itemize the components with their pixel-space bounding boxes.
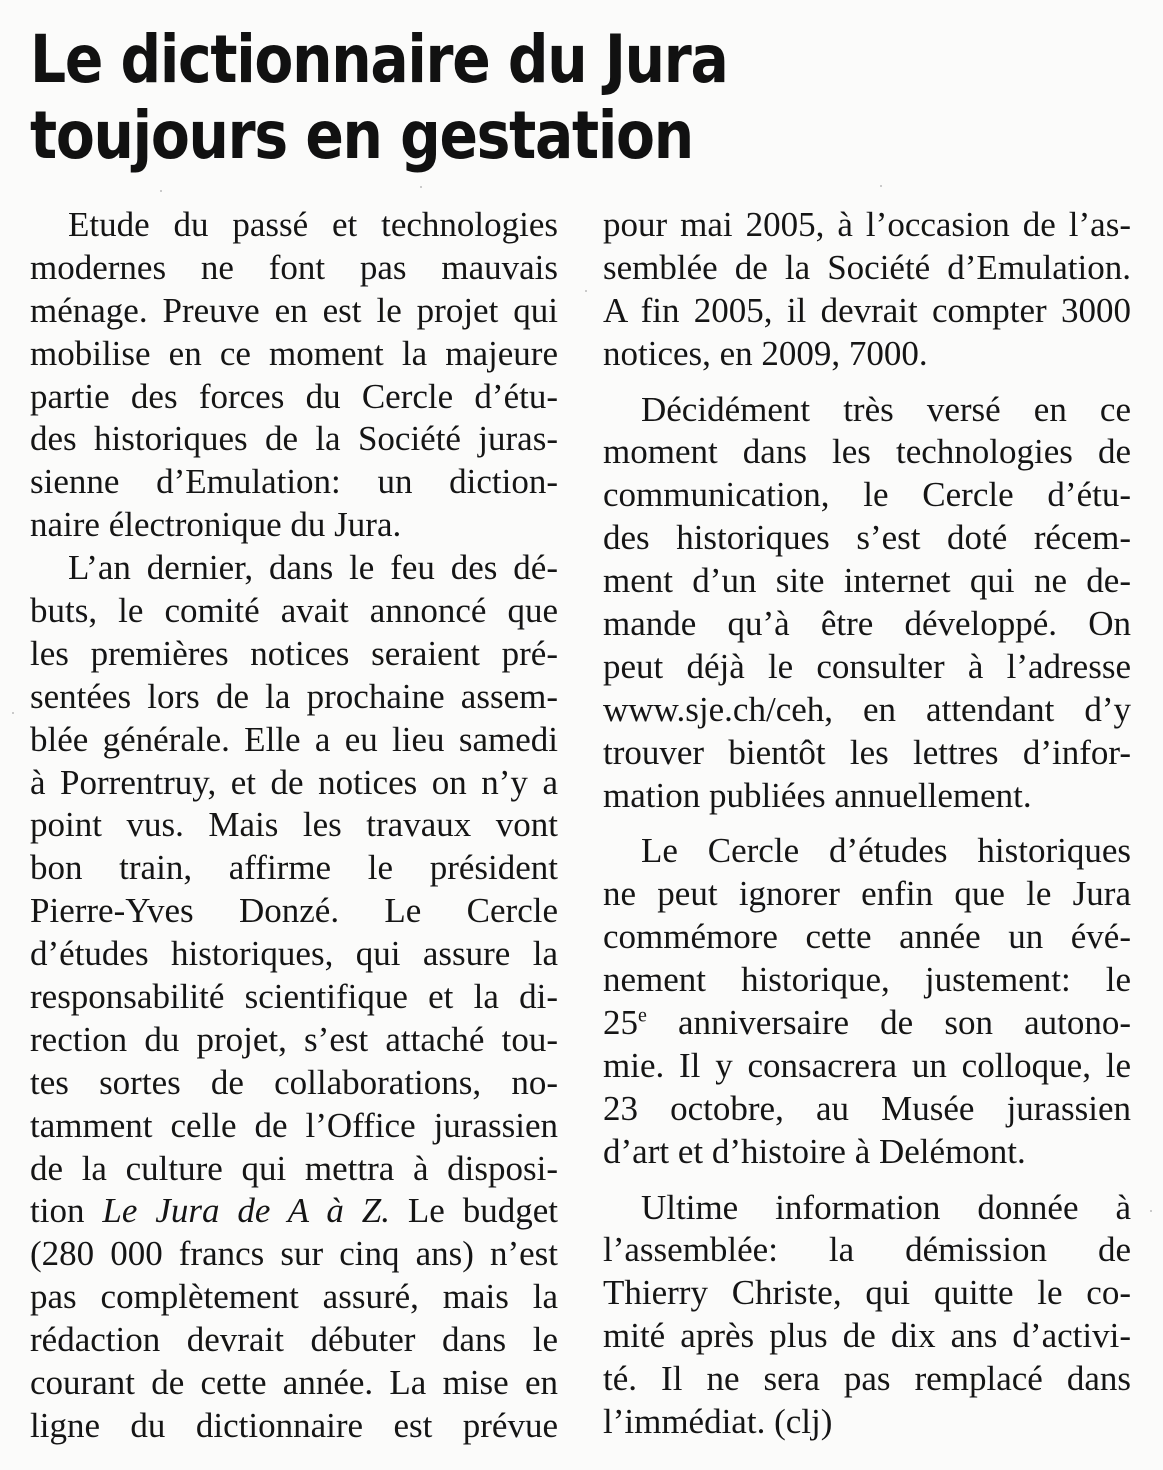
text-line: L’an dernier, dans le feu des dé-: [68, 548, 558, 588]
text-line: responsabilité scientifique et la di-: [30, 977, 558, 1017]
website-url-line: www.sje.ch/ceh, en attendant d’y: [603, 689, 1131, 729]
text-line: bon train, affirme le président: [30, 848, 558, 888]
text-line: pas complètement assuré, mais la: [30, 1277, 558, 1317]
scan-speck: [1150, 1210, 1152, 1212]
text-line: partie des forces du Cercle d’étu-: [30, 376, 558, 416]
text-line: modernes ne font pas mauvais: [30, 247, 558, 287]
text-line: mation publiées annuellement.: [603, 775, 1032, 815]
text-line: mie. Il y consacrera un colloque, le: [603, 1045, 1131, 1085]
text-line: tes sortes de collaborations, no-: [30, 1062, 558, 1102]
text-line: mande qu’à être développé. On: [603, 604, 1131, 644]
text-line: (280 000 francs sur cinq ans) n’est: [30, 1234, 558, 1274]
paragraph-spacer: [603, 1174, 1131, 1187]
text-line: d’études historiques, qui assure la: [30, 934, 558, 974]
scan-speck: [880, 185, 882, 187]
scan-speck: [585, 290, 587, 292]
book-title: Le Jura de A à Z.: [102, 1191, 390, 1231]
text-line: té. Il ne sera pas remplacé dans: [603, 1359, 1131, 1399]
text-line: tamment celle de l’Office jurassien: [30, 1105, 558, 1145]
text-line: naire électronique du Jura.: [30, 505, 402, 545]
paragraph-last-year: [30, 547, 558, 1448]
text-line: mité après plus de dix ans d’activi-: [603, 1316, 1131, 1356]
text-line-with-ordinal: [603, 1002, 1131, 1045]
paragraph-anniversary: [603, 830, 1131, 1173]
paragraph-resignation: [603, 1187, 1131, 1444]
text-line: Le Cercle d’études historiques: [641, 831, 1131, 871]
text-line: ne peut ignorer enfin que le Jura: [603, 874, 1131, 914]
scan-speck: [160, 190, 162, 192]
text-line: notices, en 2009, 7000.: [603, 333, 928, 373]
text-line: sentées lors de la prochaine assem-: [30, 676, 558, 716]
text-line: Pierre-Yves Donzé. Le Cercle: [30, 891, 558, 931]
text-line: sienne d’Emulation: un diction-: [30, 462, 558, 502]
paragraph-website: [603, 389, 1131, 818]
text-line: trouver bientôt les lettres d’infor-: [603, 732, 1131, 772]
text-line: courant de cette année. La mise en: [30, 1363, 558, 1403]
text-line: rédaction devrait débuter dans le: [30, 1320, 558, 1360]
text-line: d’art et d’histoire à Delémont.: [603, 1131, 1026, 1171]
text-line: des historiques de la Société juras-: [30, 419, 558, 459]
text-line: à Porrentruy, et de notices on n’y a: [30, 762, 558, 802]
text-line: 23 octobre, au Musée jurassien: [603, 1088, 1131, 1128]
text-line: ment d’un site internet qui ne de-: [603, 561, 1131, 601]
text-line: communication, le Cercle d’étu-: [603, 475, 1131, 515]
text-line: mobilise en ce moment la majeure: [30, 333, 558, 373]
text-fragment: anniversaire de son autono-: [646, 1003, 1131, 1043]
text-line: Thierry Christe, qui quitte le co-: [603, 1273, 1131, 1313]
article-headline: [30, 22, 728, 174]
text-line: rection du projet, s’est attaché tou-: [30, 1019, 558, 1059]
text-line: ménage. Preuve en est le projet qui: [30, 290, 558, 330]
ordinal-superscript: e: [638, 1004, 647, 1027]
text-line: semblée de la Société d’Emulation.: [603, 247, 1131, 287]
scan-speck: [420, 186, 422, 188]
text-fragment: 25: [603, 1003, 638, 1043]
headline-line: Le dictionnaire du Jura: [30, 21, 728, 98]
text-line: blée générale. Elle a eu lieu samedi: [30, 719, 558, 759]
text-line: nement historique, justement: le: [603, 960, 1131, 1000]
scan-speck: [12, 712, 14, 714]
text-line: Etude du passé et technologies: [68, 205, 558, 244]
text-line: buts, le comité avait annoncé que: [30, 591, 558, 631]
article-column-left: [30, 204, 558, 1448]
paragraph-continuation: [603, 204, 1131, 376]
text-line: pour mai 2005, à l’occasion de l’as-: [603, 205, 1131, 244]
text-line: commémore cette année un évé-: [603, 917, 1131, 957]
text-fragment: tion: [30, 1191, 103, 1231]
text-fragment: Le budget: [389, 1191, 558, 1231]
text-line: ligne du dictionnaire est prévue: [30, 1405, 558, 1445]
text-line: A fin 2005, il devrait compter 3000: [603, 290, 1131, 330]
text-line: de la culture qui mettra à disposi-: [30, 1148, 558, 1188]
text-line: Ultime information donnée à: [641, 1187, 1131, 1227]
text-line: l’assemblée: la démission de: [603, 1230, 1131, 1270]
paragraph-spacer: [603, 817, 1131, 830]
author-signature-line: l’immédiat. (clj): [603, 1402, 833, 1442]
text-line: moment dans les technologies de: [603, 432, 1131, 472]
paragraph-spacer: [603, 376, 1131, 389]
article-column-right: [603, 204, 1131, 1444]
text-line: Décidément très versé en ce: [641, 389, 1131, 429]
text-line: peut déjà le consulter à l’adresse: [603, 646, 1131, 686]
text-line: les premières notices seraient pré-: [30, 633, 558, 673]
headline-line: toujours en gestation: [30, 97, 693, 174]
text-line: point vus. Mais les travaux vont: [30, 805, 558, 845]
text-line: des historiques s’est doté récem-: [603, 518, 1131, 558]
paragraph-intro: [30, 204, 558, 547]
text-line-with-title: [30, 1190, 558, 1233]
